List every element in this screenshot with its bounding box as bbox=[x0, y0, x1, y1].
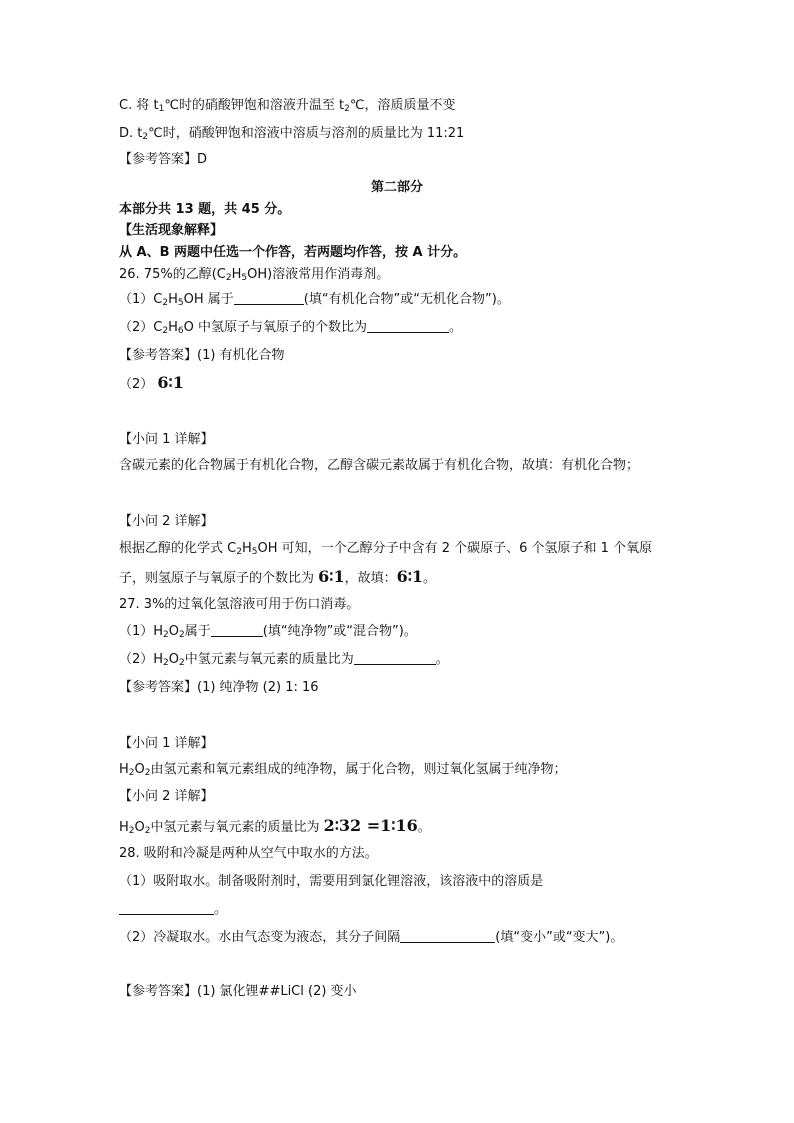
text-line bbox=[119, 541, 652, 557]
text-segment: ℃时，硝酸钾饱和溶液中溶质与溶剂的质量比为 11:21 bbox=[148, 126, 465, 141]
text-line bbox=[119, 789, 214, 805]
subscript: 2 bbox=[128, 768, 135, 778]
subscript: 2 bbox=[179, 630, 185, 640]
text-line bbox=[119, 652, 449, 668]
formula-text: 6∶1 bbox=[318, 567, 345, 586]
text-segment: O bbox=[168, 624, 180, 639]
text-line bbox=[119, 126, 464, 142]
text-line bbox=[119, 597, 359, 613]
text-line bbox=[119, 320, 462, 336]
formula-text: 2∶32 =1∶16 bbox=[323, 816, 418, 835]
subscript: 2 bbox=[163, 658, 169, 668]
subscript: 5 bbox=[177, 298, 184, 308]
text-segment: H bbox=[231, 267, 242, 282]
text-segment: (填“纯净物”或“混合物”)。 bbox=[262, 624, 417, 639]
text-segment: H bbox=[119, 820, 129, 835]
text-segment: 【小问 2 详解】 bbox=[119, 789, 214, 804]
text-segment: 根据乙醇的化学式 C bbox=[119, 541, 237, 556]
text-line bbox=[119, 902, 227, 918]
subscript: 2 bbox=[144, 826, 151, 836]
subscript: 1 bbox=[158, 104, 165, 114]
text-segment: 由氢元素和氧元素组成的纯净物，属于化合物，则过氧化氢属于纯净物； bbox=[150, 762, 567, 777]
text-segment: （2） bbox=[119, 377, 158, 392]
text-segment: 中氢元素与氧元素的质量比为 bbox=[184, 652, 354, 667]
text-line bbox=[119, 292, 510, 308]
text-segment: O bbox=[134, 762, 145, 777]
text-line bbox=[119, 245, 466, 261]
subscript: 6 bbox=[177, 326, 184, 336]
subscript: 2 bbox=[162, 298, 169, 308]
text-line bbox=[119, 458, 639, 474]
text-line bbox=[119, 348, 285, 364]
text-segment: 本部分共 13 题，共 45 分。 bbox=[119, 202, 291, 217]
text-segment: 【生活现象解释】 bbox=[119, 223, 224, 238]
text-segment: （1）H bbox=[119, 624, 164, 639]
text-segment: 从 A、B 两题中任选一个作答，若两题均作答，按 A 计分。 bbox=[119, 245, 467, 260]
text-segment: 27. 3%的过氧化氢溶液可用于伤口消毒。 bbox=[119, 597, 360, 612]
text-segment: O 中氢原子与氧原子的个数比为 bbox=[183, 320, 367, 335]
answer-blank bbox=[400, 930, 495, 943]
text-line bbox=[119, 736, 214, 752]
text-line bbox=[119, 152, 207, 168]
text-segment: ℃，溶质质量不变 bbox=[349, 98, 456, 113]
text-line bbox=[119, 375, 184, 393]
text-segment: 。 bbox=[435, 652, 449, 667]
text-line bbox=[119, 514, 214, 530]
text-segment: D. t bbox=[119, 126, 143, 141]
subscript: 2 bbox=[225, 273, 232, 283]
text-segment: O bbox=[134, 820, 145, 835]
text-segment: OH)溶液常用作消毒剂。 bbox=[247, 267, 390, 282]
subscript: 2 bbox=[163, 630, 169, 640]
text-segment: 含碳元素的化合物属于有机化合物，乙醇含碳元素故属于有机化合物，故填：有机化合物； bbox=[119, 458, 640, 473]
text-line bbox=[119, 98, 456, 114]
text-line bbox=[119, 569, 436, 587]
text-segment: 子，则氢原子与氧原子的个数比为 bbox=[119, 571, 319, 586]
formula-text: 6∶1 bbox=[396, 567, 424, 586]
text-line bbox=[119, 762, 567, 778]
text-segment: （1）吸附取水。制备吸附剂时，需要用到氯化锂溶液，该溶液中的溶质是 bbox=[119, 874, 544, 889]
text-segment: ℃时的硝酸钾饱和溶液升温至 t bbox=[164, 98, 345, 113]
subscript: 5 bbox=[251, 547, 258, 557]
text-line bbox=[119, 818, 431, 836]
text-line bbox=[119, 984, 357, 1000]
text-line bbox=[119, 874, 543, 890]
text-segment: （2）C bbox=[119, 320, 163, 335]
text-segment: 【参考答案】D bbox=[119, 152, 208, 167]
subscript: 2 bbox=[144, 768, 151, 778]
text-segment: H bbox=[241, 541, 252, 556]
text-segment: （2）H bbox=[119, 652, 164, 667]
text-line bbox=[119, 680, 319, 696]
text-segment: 。 bbox=[417, 820, 431, 835]
text-segment: 28. 吸附和冷凝是两种从空气中取水的方法。 bbox=[119, 846, 378, 861]
answer-blank bbox=[119, 902, 214, 915]
subscript: 2 bbox=[142, 132, 149, 142]
answer-blank bbox=[234, 292, 304, 305]
subscript: 2 bbox=[179, 658, 185, 668]
text-segment: ，故填： bbox=[344, 571, 397, 586]
text-segment: O bbox=[168, 652, 180, 667]
subscript: 2 bbox=[128, 826, 135, 836]
answer-blank bbox=[354, 652, 436, 665]
text-segment: C. 将 t bbox=[119, 98, 159, 113]
text-segment: H bbox=[168, 292, 178, 307]
subscript: 2 bbox=[236, 547, 242, 557]
text-segment: 中氢元素与氧元素的质量比为 bbox=[150, 820, 324, 835]
text-segment: 。 bbox=[423, 571, 437, 586]
text-segment: (填“变小”或“变大”)。 bbox=[495, 930, 624, 945]
text-line bbox=[119, 624, 417, 640]
text-segment: (填“有机化合物”或“无机化合物”)。 bbox=[303, 292, 510, 307]
text-segment: 【小问 2 详解】 bbox=[119, 514, 214, 529]
text-line bbox=[119, 202, 290, 218]
text-line bbox=[119, 846, 378, 862]
text-segment: 【参考答案】(1) 纯净物 (2) 1: 16 bbox=[119, 680, 319, 695]
subscript: 2 bbox=[344, 104, 350, 114]
text-segment: 【参考答案】(1) 氯化锂##LiCl (2) 变小 bbox=[119, 984, 357, 999]
text-segment: H bbox=[119, 762, 129, 777]
text-segment: OH 可知，一个乙醇分子中含有 2 个碳原子、6 个氢原子和 1 个氧原 bbox=[257, 541, 653, 556]
text-segment: 【小问 1 详解】 bbox=[119, 736, 214, 751]
text-segment: 第二部分 bbox=[370, 180, 423, 195]
text-line bbox=[119, 432, 214, 448]
text-segment: 。 bbox=[448, 320, 462, 335]
text-line bbox=[119, 223, 223, 239]
text-line bbox=[119, 930, 623, 946]
text-segment: OH 属于 bbox=[183, 292, 234, 307]
formula-text: 6∶1 bbox=[157, 373, 184, 392]
subscript: 5 bbox=[241, 273, 248, 283]
text-segment: 【参考答案】(1) 有机化合物 bbox=[119, 348, 285, 363]
text-segment: （2）冷凝取水。水由气态变为液态，其分子间隔 bbox=[119, 930, 401, 945]
text-segment: 属于 bbox=[184, 624, 211, 639]
subscript: 2 bbox=[162, 326, 169, 336]
answer-blank bbox=[367, 320, 449, 333]
text-segment: H bbox=[168, 320, 178, 335]
text-line bbox=[119, 267, 389, 283]
text-segment: 【小问 1 详解】 bbox=[119, 432, 214, 447]
text-line bbox=[0, 180, 794, 196]
answer-blank bbox=[211, 624, 263, 637]
text-segment: 26. 75%的乙醇(C bbox=[119, 267, 226, 282]
text-segment: 。 bbox=[214, 902, 228, 917]
text-segment: （1）C bbox=[119, 292, 163, 307]
